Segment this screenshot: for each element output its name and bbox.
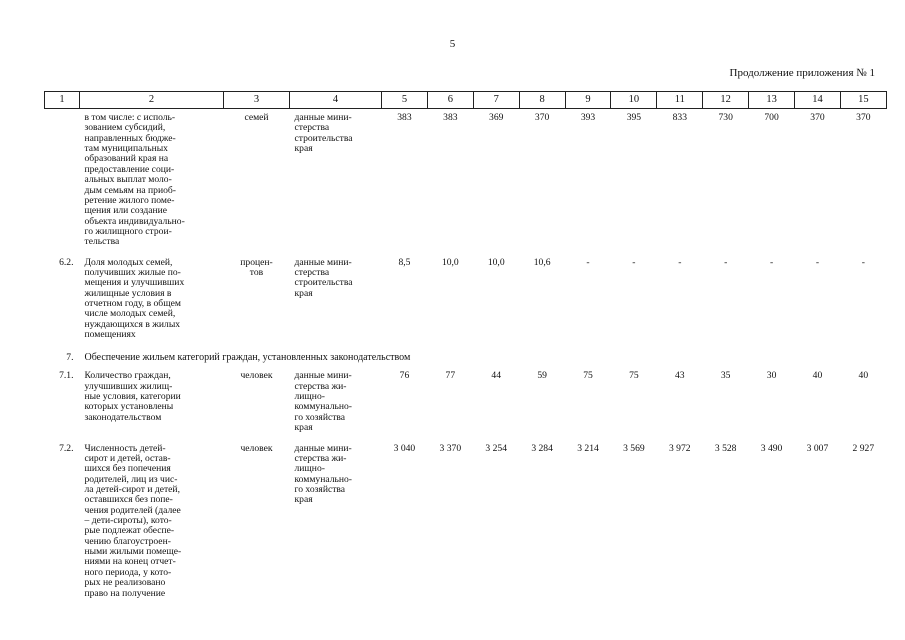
unit-of-measure: процен- тов bbox=[240, 256, 273, 279]
value-cell: 393 bbox=[580, 112, 596, 123]
header-cell: 6 bbox=[427, 92, 473, 109]
header-cell: 12 bbox=[703, 92, 749, 109]
section-row bbox=[45, 347, 887, 368]
value-cell: 40 bbox=[858, 370, 869, 382]
indicator-description: в том числе: с исполь- зованием субсидий, направленных бюдже- там муниципальных образований края на предоставление соци- альных выплат моло- дым семьям на приоб- ретение жилого поме- щения или создание объекта индивидуально- го жилищного строи- тельства bbox=[84, 112, 185, 248]
header-cell: 1 bbox=[45, 92, 80, 109]
value-cell: 35 bbox=[720, 370, 731, 382]
unit-of-measure: семей bbox=[244, 112, 269, 123]
value-cell: 3 007 bbox=[806, 442, 829, 454]
continuation-note: Продолжение приложения № 1 bbox=[729, 67, 875, 79]
value-cell: 44 bbox=[491, 370, 502, 382]
table-row bbox=[45, 254, 887, 347]
section-number: 7. bbox=[66, 351, 74, 363]
value-cell: 3 254 bbox=[485, 442, 508, 454]
value-cell: - bbox=[678, 256, 682, 268]
value-cell: 2 927 bbox=[852, 442, 875, 454]
header-cell: 8 bbox=[519, 92, 565, 109]
value-cell: 10,6 bbox=[533, 256, 551, 268]
value-cell: 3 490 bbox=[760, 442, 783, 454]
value-cell: - bbox=[769, 256, 774, 268]
value-cell: 75 bbox=[629, 370, 639, 382]
value-cell: - bbox=[632, 256, 636, 268]
indicator-description: Количество граждан, улучшивших жилищ- ные условия, категории которых установлены законодательством bbox=[84, 370, 181, 423]
value-cell: 3 284 bbox=[531, 442, 553, 454]
value-cell: 59 bbox=[537, 370, 547, 382]
unit-of-measure: человек bbox=[240, 442, 273, 454]
value-cell: 43 bbox=[674, 370, 685, 382]
header-cell: 3 bbox=[224, 92, 290, 109]
row-number: 7.1. bbox=[59, 370, 74, 382]
value-cell: 10,0 bbox=[441, 256, 459, 268]
header-row bbox=[45, 92, 887, 109]
value-cell: 370 bbox=[856, 112, 871, 123]
value-cell: 383 bbox=[443, 112, 458, 123]
data-source: данные мини- стерства строительства края bbox=[294, 112, 353, 155]
header-cell: 9 bbox=[565, 92, 611, 109]
header-cell: 5 bbox=[382, 92, 428, 109]
value-cell: 76 bbox=[399, 370, 410, 382]
header-cell: 2 bbox=[80, 92, 224, 109]
value-cell: 833 bbox=[672, 112, 687, 123]
unit-of-measure: человек bbox=[240, 370, 273, 382]
value-cell: 369 bbox=[489, 112, 504, 123]
data-table bbox=[44, 91, 887, 605]
data-source: данные мини- стерства жи- лищно- коммунально- го хозяйства края bbox=[294, 442, 352, 506]
value-cell: 75 bbox=[583, 370, 593, 382]
header-cell: 10 bbox=[611, 92, 657, 109]
value-cell: - bbox=[861, 256, 865, 268]
header-cell: 15 bbox=[840, 92, 886, 109]
value-cell: 370 bbox=[534, 112, 550, 123]
indicator-description: Численность детей- сирот и детей, остав- шихся без попечения родителей, лиц из чис- ла детей-сирот и детей, оставшихся без попе- чения родителей (далее – дети-сироты), кото- рые подлежат обеспе- чению благоустроен- ными жилыми помеще- ниями на конец отчет- ного периода, у кото- рых не реализовано право на получение bbox=[84, 442, 182, 599]
value-cell: 3 528 bbox=[714, 442, 737, 454]
value-cell: 77 bbox=[445, 370, 456, 382]
value-cell: 8,5 bbox=[398, 256, 411, 268]
row-number: 7.2. bbox=[59, 442, 74, 454]
header-cell: 11 bbox=[657, 92, 703, 109]
value-cell: 730 bbox=[718, 112, 733, 123]
value-cell: - bbox=[586, 256, 590, 268]
section-title: Обеспечение жильем категорий граждан, установленных законодательством bbox=[84, 351, 411, 363]
table-row bbox=[45, 367, 887, 439]
row-number bbox=[45, 109, 80, 254]
row-number: 6.2. bbox=[59, 256, 74, 268]
data-source: данные мини- стерства строительства края bbox=[294, 256, 353, 299]
value-cell: 3 040 bbox=[393, 442, 416, 454]
value-cell: 40 bbox=[812, 370, 823, 382]
value-cell: 10,0 bbox=[487, 256, 505, 268]
header-cell: 14 bbox=[795, 92, 841, 109]
value-cell: - bbox=[724, 256, 728, 268]
value-cell: 3 370 bbox=[439, 442, 462, 454]
value-cell: 30 bbox=[766, 370, 777, 382]
value-cell: 395 bbox=[626, 112, 642, 123]
data-source: данные мини- стерства жи- лищно- коммунально- го хозяйства края bbox=[294, 370, 352, 434]
value-cell: 3 569 bbox=[623, 442, 645, 454]
value-cell: 383 bbox=[397, 112, 412, 123]
value-cell: 3 972 bbox=[668, 442, 691, 454]
value-cell: 700 bbox=[764, 112, 779, 123]
table-row bbox=[45, 440, 887, 605]
header-cell: 13 bbox=[749, 92, 795, 109]
page-number: 5 bbox=[449, 38, 456, 50]
value-cell: 370 bbox=[810, 112, 825, 123]
header-cell: 4 bbox=[290, 92, 382, 109]
header-cell: 7 bbox=[473, 92, 519, 109]
indicator-description: Доля молодых семей, получивших жилые по- мещения и улучшивших жилищные условия в отчетном году, в общем числе молодых семей, нуждающихся в жилых помещениях bbox=[84, 256, 185, 341]
table-row bbox=[45, 109, 887, 254]
value-cell: - bbox=[815, 256, 820, 268]
value-cell: 3 214 bbox=[577, 442, 599, 454]
